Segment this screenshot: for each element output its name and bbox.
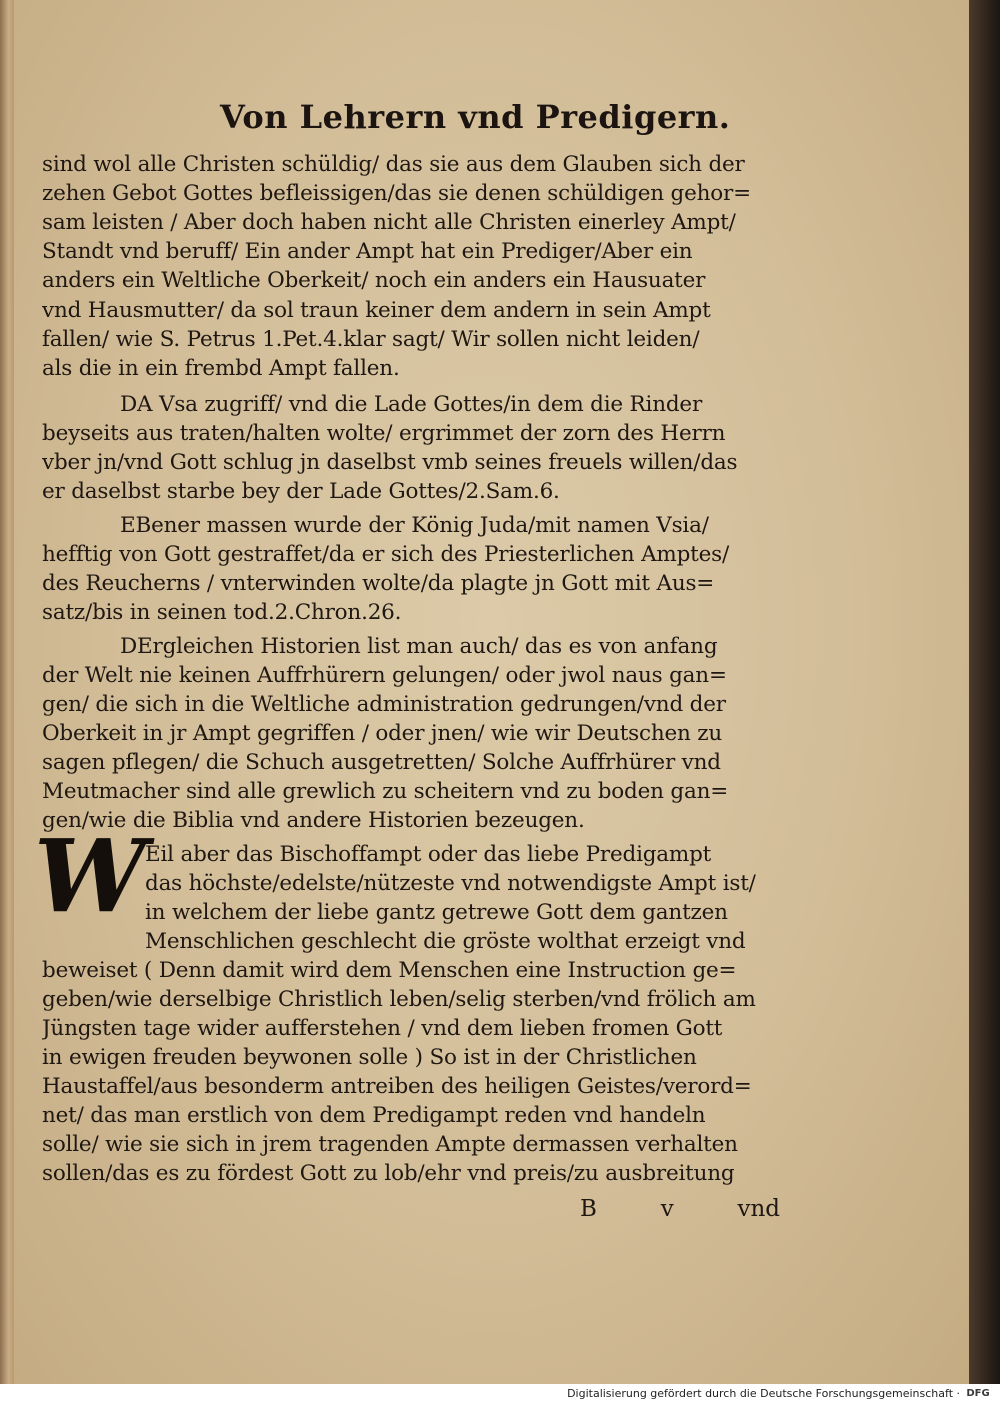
- footer-bar: [0, 1384, 1000, 1405]
- text-line: Eil aber das Bischoffampt oder das liebe Predigampt: [145, 842, 712, 867]
- text-line: sam leisten / Aber doch haben nicht alle Christen einerley Ampt/: [42, 210, 736, 235]
- text-line: Jüngsten tage wider aufferstehen / vnd dem lieben fromen Gott: [42, 1016, 723, 1041]
- text-line: gen/wie die Biblia vnd andere Historien bezeugen.: [42, 808, 585, 833]
- text-line: net/ das man erstlich von dem Predigampt reden vnd handeln: [42, 1103, 706, 1128]
- signature-number: v: [660, 1196, 674, 1222]
- text-line: vber jn/vnd Gott schlug jn daselbst vmb seines freuels willen/das: [42, 450, 738, 475]
- text-line: in welchem der liebe gantz getrewe Gott dem gantzen: [145, 900, 728, 925]
- text-line: der Welt nie keinen Auffrhürern gelungen/ oder jwol naus gan=: [42, 663, 727, 688]
- text-line: fallen/ wie S. Petrus 1.Pet.4.klar sagt/ Wir sollen nicht leiden/: [42, 327, 700, 352]
- gutter-shadow: [969, 0, 1000, 1384]
- dfg-logo-icon: DFG: [966, 1388, 990, 1399]
- text-line: Meutmacher sind alle grewlich zu scheitern vnd zu boden gan=: [42, 779, 729, 804]
- text-line: vnd Hausmutter/ da sol traun keiner dem andern in sein Ampt: [42, 298, 711, 323]
- text-line: anders ein Weltliche Oberkeit/ noch ein anders ein Hausuater: [42, 268, 706, 293]
- text-line: DA Vsa zugriff/ vnd die Lade Gottes/in dem die Rinder: [120, 392, 703, 417]
- signature-mark: B: [580, 1196, 597, 1222]
- page-edge: [0, 0, 14, 1384]
- signature-line: [580, 1196, 780, 1228]
- text-line: des Reucherns / vnterwinden wolte/da plagte jn Gott mit Aus=: [42, 571, 715, 596]
- text-line: er daselbst starbe bey der Lade Gottes/2.Sam.6.: [42, 479, 560, 504]
- text-line: DErgleichen Historien list man auch/ das es von anfang: [120, 634, 718, 659]
- text-line: solle/ wie sie sich in jrem tragenden Ampte dermassen verhalten: [42, 1132, 738, 1157]
- text-line: satz/bis in seinen tod.2.Chron.26.: [42, 600, 402, 625]
- text-line: EBener massen wurde der König Juda/mit namen Vsia/: [120, 513, 709, 538]
- text-line: sollen/das es zu fördest Gott zu lob/ehr vnd preis/zu ausbreitung: [42, 1161, 735, 1186]
- text-line: sind wol alle Christen schüldig/ das sie aus dem Glauben sich der: [42, 152, 745, 177]
- text-line: zehen Gebot Gottes befleissigen/das sie denen schüldigen gehor=: [42, 181, 751, 206]
- text-line: beyseits aus traten/halten wolte/ ergrimmet der zorn des Herrn: [42, 421, 726, 446]
- text-line: als die in ein frembd Ampt fallen.: [42, 356, 400, 381]
- text-line: Standt vnd beruff/ Ein ander Ampt hat ein Prediger/Aber ein: [42, 239, 693, 264]
- running-header: Von Lehrern vnd Predigern.: [220, 98, 731, 136]
- decorated-initial: W: [34, 817, 147, 935]
- text-line: hefftig von Gott gestraffet/da er sich des Priesterlichen Amptes/: [42, 542, 729, 567]
- funding-notice: Digitalisierung gefördert durch die Deutsche Forschungsgemeinschaft ·: [567, 1387, 960, 1400]
- text-line: das höchste/edelste/nützeste vnd notwendigste Ampt ist/: [145, 871, 756, 896]
- text-line: Oberkeit in jr Ampt gegriffen / oder jnen/ wie wir Deutschen zu: [42, 721, 723, 746]
- text-line: gen/ die sich in die Weltliche administration gedrungen/vnd der: [42, 692, 726, 717]
- text-line: beweiset ( Denn damit wird dem Menschen eine Instruction ge=: [42, 958, 737, 983]
- text-line: Menschlichen geschlecht die gröste wolthat erzeigt vnd: [145, 929, 746, 954]
- text-line: sagen pflegen/ die Schuch ausgetretten/ Solche Auffrhürer vnd: [42, 750, 721, 775]
- catchword: vnd: [737, 1196, 780, 1222]
- text-line: Haustaffel/aus besonderm antreiben des heiligen Geistes/verord=: [42, 1074, 752, 1099]
- text-line: geben/wie derselbige Christlich leben/selig sterben/vnd frölich am: [42, 987, 756, 1012]
- text-line: in ewigen freuden beywonen solle ) So ist in der Christlichen: [42, 1045, 697, 1070]
